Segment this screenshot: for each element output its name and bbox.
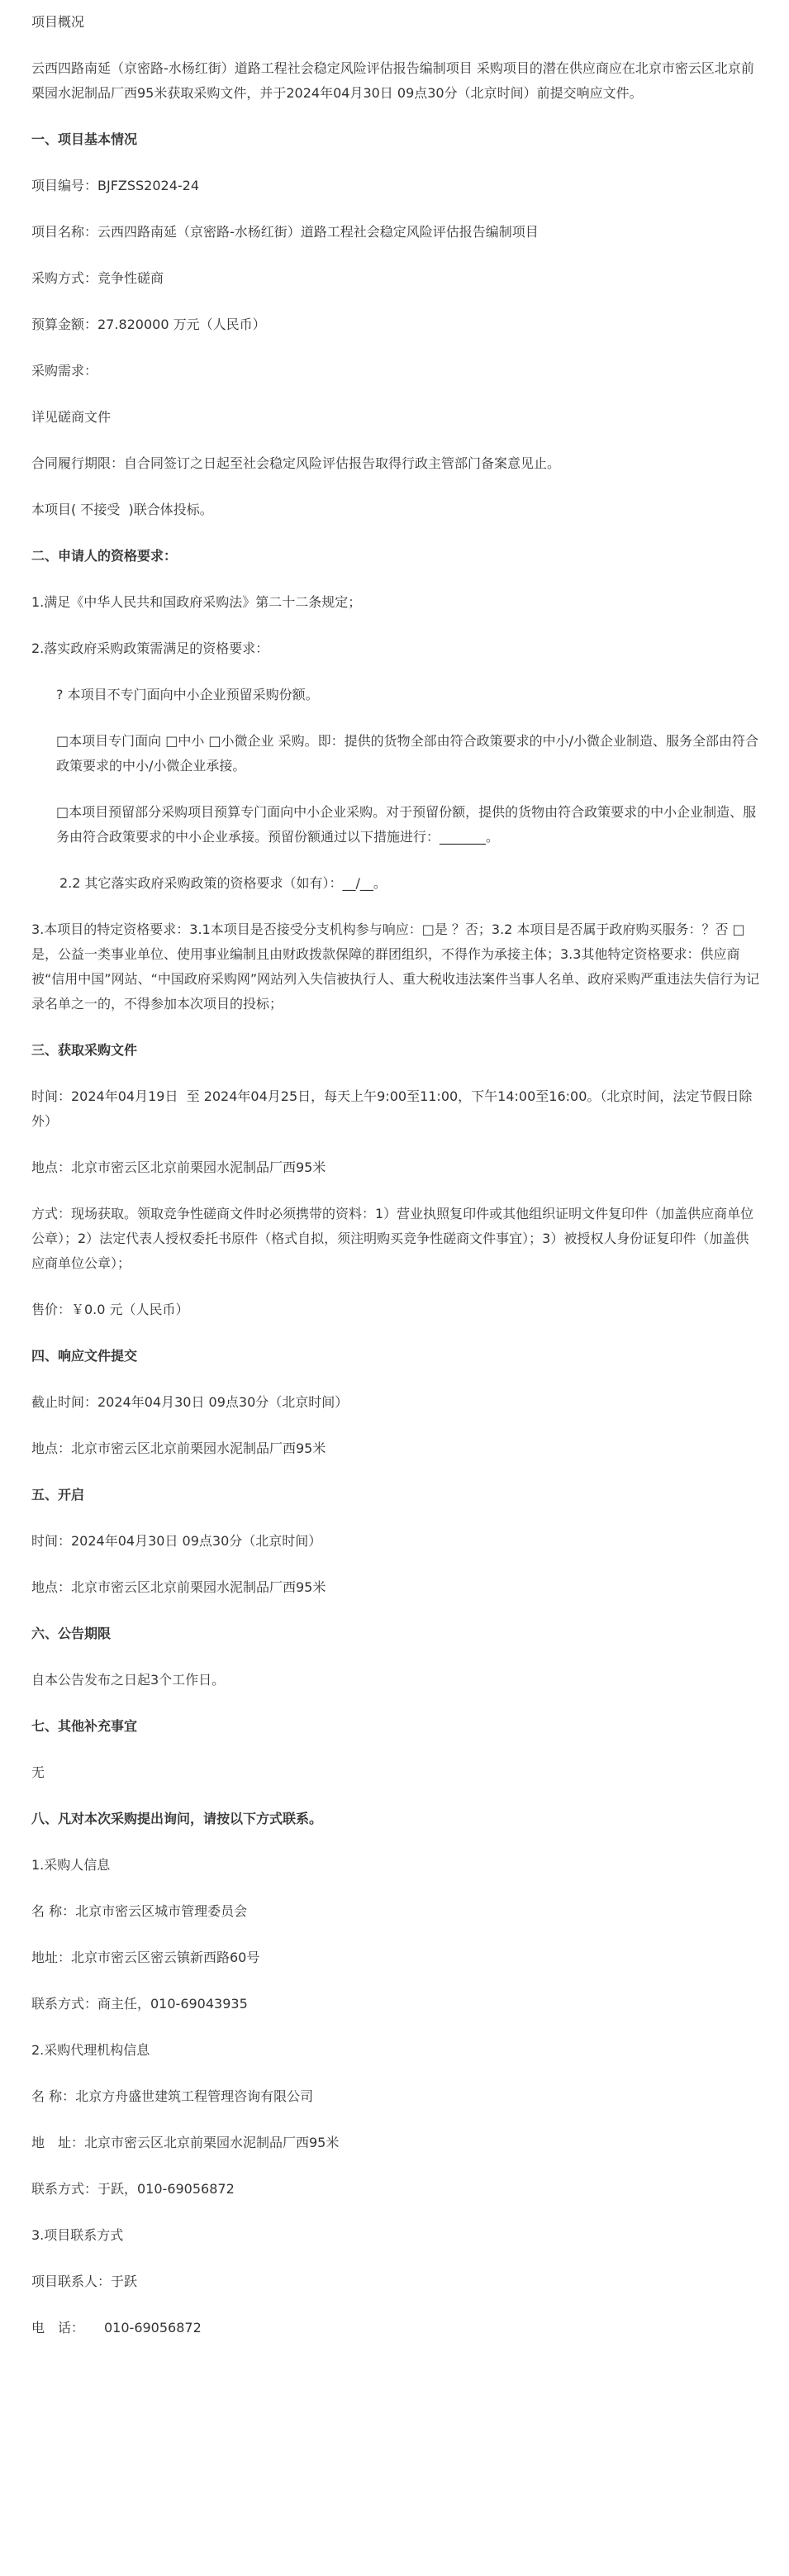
body-paragraph: 联系方式：于跃，010-69056872	[31, 2181, 235, 2197]
body-paragraph: 地点：北京市密云区北京前栗园水泥制品厂西95米	[31, 1579, 326, 1595]
section-heading: 八、凡对本次采购提出询问，请按以下方式联系。	[31, 1811, 323, 1826]
section-heading: 五、开启	[31, 1487, 85, 1502]
section-heading: 二、申请人的资格要求：	[31, 548, 178, 564]
body-paragraph: 2.落实政府采购政策需满足的资格要求：	[31, 640, 269, 656]
body-paragraph: 云西四路南延（京密路-水杨红街）道路工程社会稳定风险评估报告编制项目 采购项目的潜在供应商应在北京市密云区北京前栗园水泥制品厂西95米获取采购文件，并于2024年04月30日 09点30分（北京时间）前提交响应文件。	[31, 60, 754, 101]
body-paragraph: 联系方式：商主任，010-69043935	[31, 1996, 248, 2012]
body-paragraph: 1.采购人信息	[31, 1857, 111, 1873]
body-paragraph: 1.满足《中华人民共和国政府采购法》第二十二条规定；	[31, 594, 362, 610]
body-paragraph: 项目联系人：于跃	[31, 2274, 138, 2289]
body-paragraph: 3.本项目的特定资格要求：3.1本项目是否接受分支机构参与响应：□是 ？否；3.2 本项目是否属于政府购买服务：？否 □是，公益一类事业单位、使用事业编制且由财政拨款保障的群团组织，不得作为承接主体；3.3其他特定资格要求：供应商被“信用中国”网站、“中国政府采购网”网站列入失信被执行人、重大税收违法案件当事人名单、政府采购严重违法失信行为记录名单之一的，不得参加本次项目的投标；	[31, 921, 760, 1012]
doc-title: 项目概况	[31, 14, 85, 30]
body-paragraph: 无	[31, 1764, 45, 1780]
body-paragraph: 2.2 其它落实政府采购政策的资格要求（如有）：__/__。	[59, 875, 387, 891]
body-paragraph: 3.项目联系方式	[31, 2227, 124, 2243]
body-paragraph: □本项目预留部分采购项目预算专门面向中小企业采购。对于预留份额，提供的货物由符合政策要求的中小企业制造、服务由符合政策要求的中小企业承接。预留份额通过以下措施进行：_______。	[56, 804, 757, 845]
body-paragraph: 名 称：北京市密云区城市管理委员会	[31, 1903, 248, 1919]
body-paragraph: 地点：北京市密云区北京前栗园水泥制品厂西95米	[31, 1159, 326, 1175]
body-paragraph: 2.采购代理机构信息	[31, 2042, 150, 2058]
body-paragraph: 方式：现场获取。领取竞争性磋商文件时必须携带的资料：1）营业执照复印件或其他组织证明文件复印件（加盖供应商单位公章）；2）法定代表人授权委托书原件（格式自拟，须注明购买竞争性磋商文件事宜）；3）被授权人身份证复印件（加盖供应商单位公章）；	[31, 1206, 754, 1271]
section-heading: 四、响应文件提交	[31, 1348, 138, 1364]
body-paragraph: 详见磋商文件	[31, 409, 112, 425]
body-paragraph: 预算金额：27.820000 万元（人民币）	[31, 317, 266, 332]
body-paragraph: ? 本项目不专门面向中小企业预留采购份额。	[56, 687, 319, 702]
body-paragraph: 本项目( 不接受 )联合体投标。	[31, 502, 213, 517]
body-paragraph: 售价：￥0.0 元（人民币）	[31, 1302, 189, 1317]
section-heading: 一、项目基本情况	[31, 131, 138, 147]
body-paragraph: 自本公告发布之日起3个工作日。	[31, 1672, 226, 1688]
body-paragraph: □本项目专门面向 □中小 □小微企业 采购。即：提供的货物全部由符合政策要求的中小/小微企业制造、服务全部由符合政策要求的中小/小微企业承接。	[56, 733, 759, 774]
body-paragraph: 项目名称：云西四路南延（京密路-水杨红街）道路工程社会稳定风险评估报告编制项目	[31, 224, 539, 240]
body-paragraph: 合同履行期限：自合同签订之日起至社会稳定风险评估报告取得行政主管部门备案意见止。	[31, 455, 561, 471]
body-paragraph: 项目编号：BJFZSS2024-24	[31, 178, 200, 193]
body-paragraph: 名 称：北京方舟盛世建筑工程管理咨询有限公司	[31, 2088, 314, 2104]
body-paragraph: 采购方式：竞争性磋商	[31, 270, 164, 286]
body-paragraph: 地点：北京市密云区北京前栗园水泥制品厂西95米	[31, 1440, 326, 1456]
section-heading: 七、其他补充事宜	[31, 1718, 138, 1734]
section-heading: 三、获取采购文件	[31, 1042, 138, 1058]
section-heading: 六、公告期限	[31, 1626, 112, 1641]
body-paragraph: 截止时间：2024年04月30日 09点30分（北京时间）	[31, 1394, 349, 1410]
body-paragraph: 时间：2024年04月30日 09点30分（北京时间）	[31, 1533, 322, 1549]
body-paragraph: 电 话： 010-69056872	[31, 2320, 202, 2336]
body-paragraph: 地 址：北京市密云区北京前栗园水泥制品厂西95米	[31, 2135, 340, 2150]
announcement-body	[31, 56, 761, 2340]
body-paragraph: 采购需求：	[31, 363, 98, 379]
body-paragraph: 时间：2024年04月19日 至 2024年04月25日，每天上午9:00至11:00，下午14:00至16:00。（北京时间，法定节假日除外）	[31, 1088, 753, 1129]
body-paragraph: 地址：北京市密云区密云镇新西路60号	[31, 1950, 260, 1965]
